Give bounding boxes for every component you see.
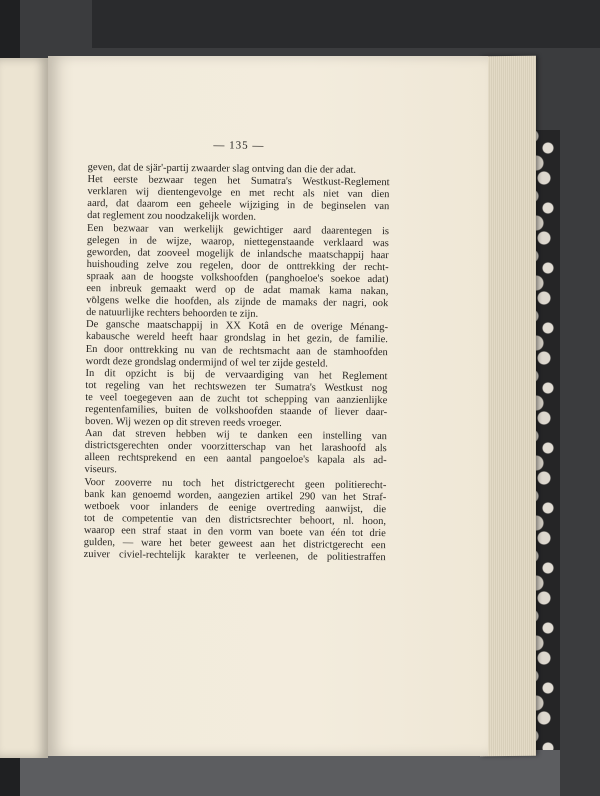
text-line: Het eerste bezwaar tegen het Sumatra's Westkust-Reglement (87, 174, 390, 189)
text-line: bank kan genoemd worden, aangezien artikel 290 van het Straf- (84, 488, 387, 503)
text-line: wordt deze grondslag ondermijnd of wel ter zijde gesteld. (85, 355, 329, 370)
text-line: In dit opzicht is bij de vervaardiging van het Reglement (85, 367, 388, 382)
text-line: de natuurlijke rechters behoorden te zijn. (86, 307, 259, 321)
text-line: verklaren wij dientengevolge en met recht als niet van dien (87, 186, 390, 201)
bottom-board (20, 750, 560, 796)
text-line: spraak aan de hoogste volkshoofden (panghoeloe's soekoe adat) (86, 270, 389, 286)
body-text (84, 162, 390, 564)
page-text-block (84, 138, 390, 564)
text-line: Voor zooverre nu toch het districtgerecht geen politierecht- (84, 476, 387, 491)
text-line: wetboek voor inlanders de eenige overtreding aanwijst, die (84, 500, 387, 515)
text-line: tot de competentie van den districtsrechter behoort, nl. hoon, (83, 512, 387, 527)
text-line: huishouding zelve zou regelen, door de onttrekking der recht- (86, 258, 389, 273)
text-line: geven, dat de sjär'-partij zwaarder slag ontving dan die der adat. (87, 162, 357, 176)
text-line: regentenfamilies, buiten de volkshoofden staande of liever daar- (85, 403, 388, 419)
page-number: — 135 — (213, 139, 265, 152)
text-line: gelegen in de wijze, waarop, niettegenstaande verklaard was (86, 234, 389, 249)
text-line: gulden, — ware het beter geweest aan het districtgerecht een (83, 536, 386, 552)
text-line: Aan dat streven hebben wij te danken een instelling van (84, 428, 387, 443)
text-line: viseurs. (84, 464, 117, 476)
text-line: aard, dat daarom een geheele wijziging in de beginselen van (87, 198, 390, 213)
text-line: De gansche maatschappij in XX Kotâ en de overige Ménang- (85, 319, 389, 334)
text-line: Een bezwaar van werkelijk gewichtiger aard daarentegen is (86, 222, 390, 237)
text-line: En door onttrekking nu van de rechtsmacht aan de stamhoofden (85, 343, 388, 358)
backdrop-top (92, 0, 600, 48)
text-line: een inbreuk gemaakt werd op de adat mamak kama nakan, (86, 283, 389, 298)
text-line: boven. Wij wezen op dit streven reeds vroeger. (84, 416, 282, 430)
page-stack-edge (480, 56, 536, 757)
left-facing-page (0, 58, 48, 758)
text-line: alleen rechtsprekend en een aantal pangoeloe's kapala als ad- (84, 452, 387, 467)
text-line: dat reglement zou noodzakelijk worden. (87, 210, 257, 224)
text-line: te veel toegegeven aan de zucht tot schepping van aanzienlijke (85, 391, 388, 407)
text-line: geworden, dat zooveel mogelijk de inlandsche maatschappij haar (86, 246, 389, 261)
text-line: waarop een straf staat in den vorm van boete van één tot drie (83, 524, 386, 540)
text-line: tot regeling van het rechtswezen ter Sumatra's Westkust nog (85, 379, 388, 394)
text-line: districtsgerechten onder voorzitterschap van het larashoofd als (84, 440, 387, 455)
text-line: kabausche wereld heeft haar grondslag in het gezin, de familie. (85, 331, 388, 346)
text-line: zuiver civiel-rechtelijk karakter te verleenen, de politiestraffen (83, 549, 386, 564)
text-line: volgens welke die hoofden, als zijnde de mamaks der nagri, ook (86, 295, 389, 310)
